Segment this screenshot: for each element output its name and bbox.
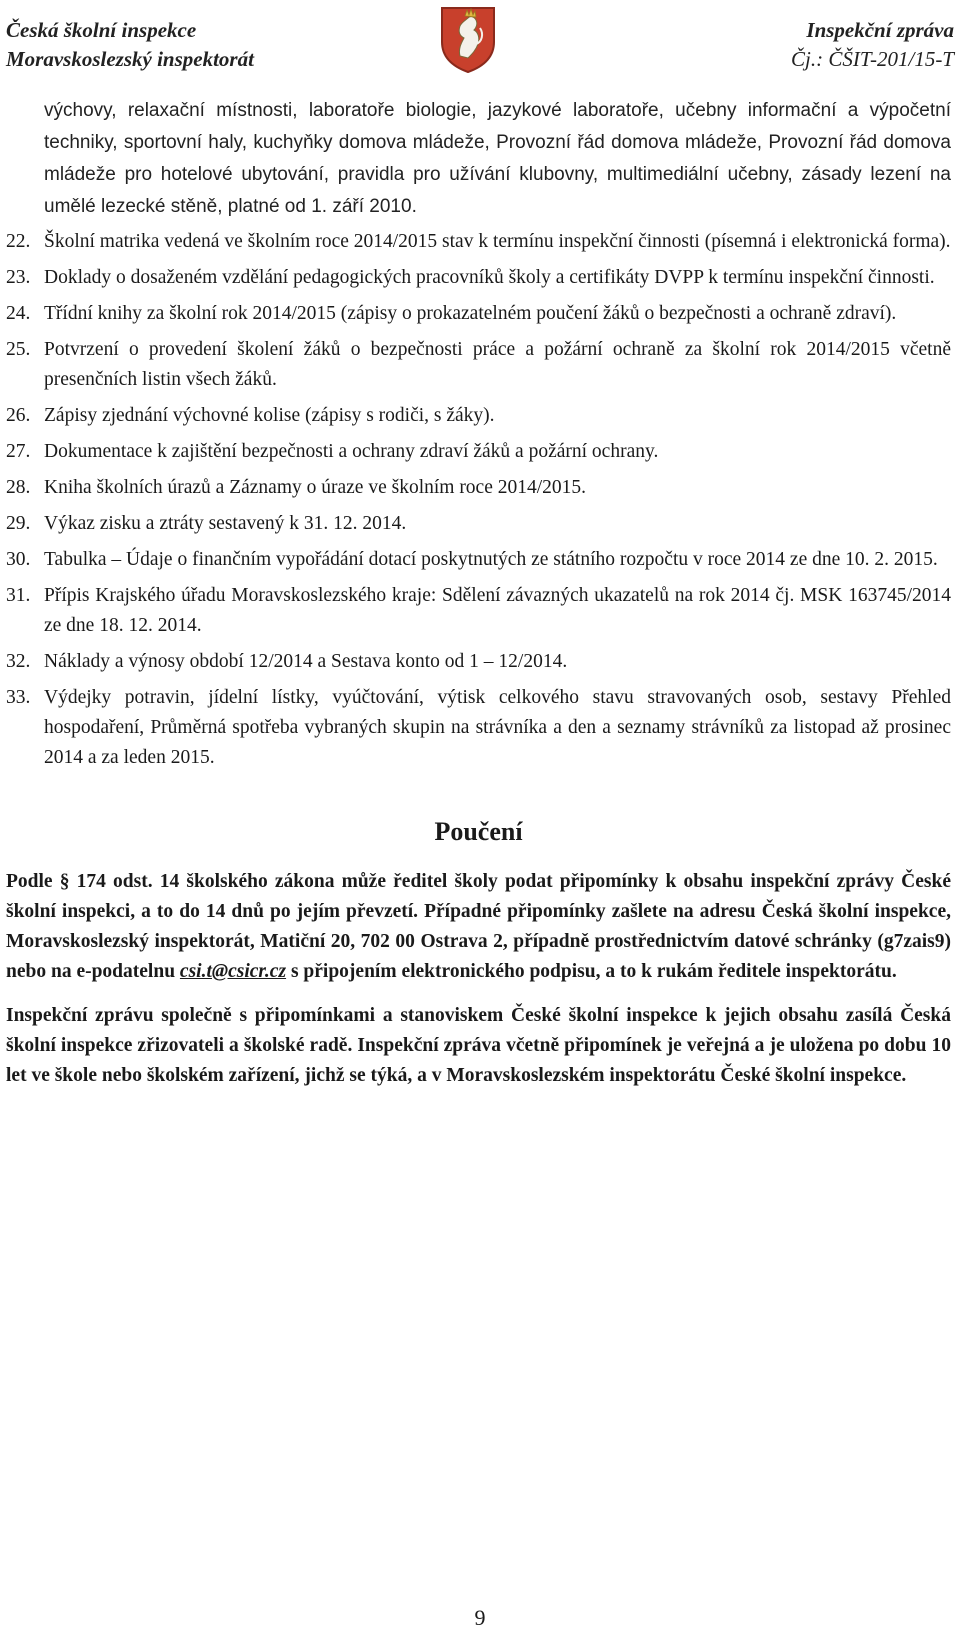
item-number: 29. <box>6 513 31 534</box>
czech-lion-emblem-icon <box>438 4 498 74</box>
list-item <box>6 299 951 329</box>
list-item <box>6 227 951 257</box>
list-item <box>6 647 951 677</box>
page-number: 9 <box>474 1605 486 1630</box>
item-text: Školní matrika vedená ve školním roce 2014/2015 stav k termínu inspekční činnosti (písemná i elektronická forma). <box>44 231 951 252</box>
list-item <box>6 401 951 431</box>
item-number: 22. <box>6 231 31 252</box>
item-number: 27. <box>6 441 31 462</box>
item-number: 24. <box>6 303 31 324</box>
page-header <box>0 0 960 80</box>
item-text: Tabulka – Údaje o finančním vypořádání dotací poskytnutých ze státního rozpočtu v roce 2014 ze dne 10. 2. 2015. <box>44 549 938 570</box>
item-number: 30. <box>6 549 31 570</box>
item-text: Třídní knihy za školní rok 2014/2015 (zápisy o prokazatelném poučení žáků o bezpečnosti a ochraně zdraví). <box>44 303 897 324</box>
item-text: Zápisy zjednání výchovné kolise (zápisy s rodiči, s žáky). <box>44 405 495 426</box>
list-item <box>6 683 951 773</box>
pouceni-text-start: Podle § 174 odst. 14 školského zákona může ředitel školy podat připomínky k obsahu inspekční zprávy České školní inspekci, a to do 14 dnů po jejím převzetí. Případné připomínky zašlete na adresu Česká školní inspekce, Moravskoslezský inspektorát, Matiční 20, 702 00 Ostrava 2, případně prostřednictvím datové schránky (g7zais9) nebo na e-podatelnu <box>6 871 951 982</box>
item-number: 25. <box>6 339 31 360</box>
item-text: Výkaz zisku a ztráty sestavený k 31. 12. 2014. <box>44 513 407 534</box>
section-title: Poučení <box>434 817 523 846</box>
document-body <box>6 95 951 1105</box>
item-text: Náklady a výnosy období 12/2014 a Sestava konto od 1 – 12/2014. <box>44 651 568 672</box>
item-text: Přípis Krajského úřadu Moravskoslezského kraje: Sdělení závazných ukazatelů na rok 2014 čj. MSK 163745/2014 ze dne 18. 12. 2014. <box>44 585 951 636</box>
item-number: 33. <box>6 687 31 708</box>
item-number: 32. <box>6 651 31 672</box>
item-text: Doklady o dosaženém vzdělání pedagogických pracovníků školy a certifikáty DVPP k termínu inspekční činnosti. <box>44 267 935 288</box>
pouceni-paragraph <box>6 867 951 987</box>
item-text: Dokumentace k zajištění bezpečnosti a ochrany zdraví žáků a požární ochrany. <box>44 441 659 462</box>
list-item <box>6 581 951 641</box>
item-number: 26. <box>6 405 31 426</box>
email-link[interactable]: csi.t@csicr.cz <box>179 961 287 982</box>
issuer-block <box>6 16 254 74</box>
distribution-paragraph: Inspekční zprávu společně s připomínkami a stanoviskem České školní inspekce k jejich obsahu zasílá Česká školní inspekce zřizovateli a školské radě. Inspekční zpráva včetně připomínek je veřejná a je uložena po dobu 10 let ve škole nebo školském zařízení, jichž se týká, a v Moravskoslezském inspektorátu České školní inspekce. <box>6 1005 951 1086</box>
pouceni-text-end: s připojením elektronického podpisu, a to k rukám ředitele inspektorátu. <box>286 961 897 982</box>
list-item <box>6 437 951 467</box>
list-item <box>6 509 951 539</box>
item-text: Kniha školních úrazů a Záznamy o úraze ve školním roce 2014/2015. <box>44 477 587 498</box>
documents-list <box>6 227 951 773</box>
list-item <box>6 545 951 575</box>
item-text: Výdejky potravin, jídelní lístky, vyúčtování, výtisk celkového stavu stravovaných osob, sestavy Přehled hospodaření, Průměrná spotřeba vybraných skupin na strávníka a den a seznamy strávníků za listopad až prosinec 2014 a za leden 2015. <box>44 687 951 768</box>
item-number: 28. <box>6 477 31 498</box>
list-item <box>6 335 951 395</box>
item-number: 31. <box>6 585 31 606</box>
issuer-name: Česká školní inspekce <box>6 18 197 42</box>
reference-number: Čj.: ČŠIT-201/15-T <box>791 47 954 71</box>
list-item <box>6 473 951 503</box>
item-number: 23. <box>6 267 31 288</box>
report-block <box>791 16 954 74</box>
item-text: Potvrzení o provedení školení žáků o bezpečnosti práce a požární ochraně za školní rok 2014/2015 včetně presenčních listin všech žáků. <box>44 339 951 390</box>
list-item <box>6 263 951 293</box>
inspectorate-name: Moravskoslezský inspektorát <box>6 47 254 71</box>
report-title: Inspekční zpráva <box>806 18 954 42</box>
intro-continuation: výchovy, relaxační místnosti, laboratoře biologie, jazykové laboratoře, učebny informační a výpočetní techniky, sportovní haly, kuchyňky domova mládeže, Provozní řád domova mládeže, Provozní řád domova mládeže pro hotelové ubytování, pravidla pro užívání klubovny, multimediální učebny, zásady lezení na umělé lezecké stěně, platné od 1. září 2010. <box>44 100 951 217</box>
